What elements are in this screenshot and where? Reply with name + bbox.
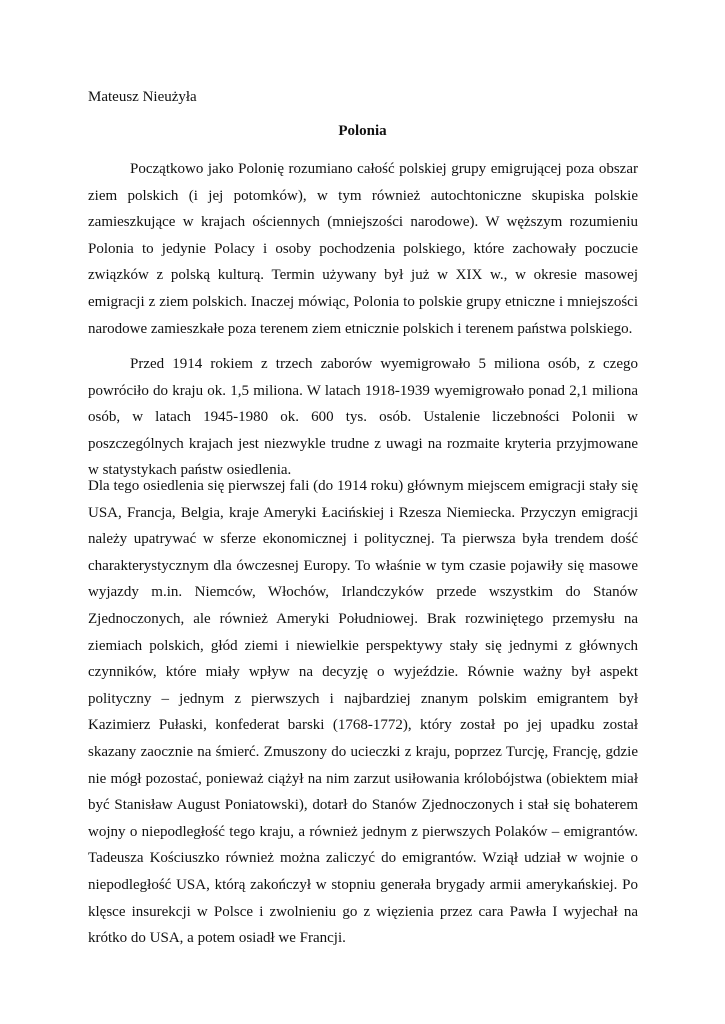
document-title-text: Polonia — [338, 123, 387, 139]
paragraph-2: Przed 1914 rokiem z trzech zaborów wyemigrowało 5 miliona osób, z czego powróciło do kraju ok. 1,5 miliona. W latach 1918-1939 wyemigrowało ponad 2,1 miliona osób, w latach 1945-1980 ok. 600 tys. osób. Ustalenie liczebności Polonii w poszczególnych krajach jest niezwykle trudne z uwagi na rozmaite kryteria przyjmowane w statystykach państw osiedlenia. — [88, 356, 638, 479]
author-name: Mateusz Nieużyła — [88, 89, 197, 105]
document-title — [0, 121, 725, 141]
paragraph-1: Początkowo jako Polonię rozumiano całość polskiej grupy emigrującej poza obszar ziem polskich (i jej potomków), w tym również autochtoniczne skupiska polskie zamieszkujące w krajach ościennych (mniejszości narodowe). W węższym rozumieniu Polonia to jedynie Polacy i osoby pochodzenia polskiego, które zachowały poczucie związków z polską kulturą. Termin używany był już w XIX w., w okresie masowej emigracji z ziem polskich. Inaczej mówiąc, Polonia to polskie grupy etniczne i mniejszości narodowe zamieszkałe poza terenem ziem etnicznie polskich i terenem państwa polskiego. — [88, 161, 638, 337]
paragraph-3: Dla tego osiedlenia się pierwszej fali (do 1914 roku) głównym miejscem emigracji stały się USA, Francja, Belgia, kraje Ameryki Łacińskiej i Rzesza Niemiecka. Przyczyn emigracji należy upatrywać w sferze ekonomicznej i politycznej. Ta pierwsza była trendem dość charakterystycznym dla ówczesnej Europy. To właśnie w tym czasie pojawiły się masowe wyjazdy m.in. Niemców, Włochów, Irlandczyków przede wszystkim do Stanów Zjednoczonych, ale również Ameryki Południowej. Brak rozwiniętego przemysłu na ziemiach polskich, głód ziemi i niewielkie perspektywy stały się jednymi z głównych czynników, które miały wpływ na decyzję o wyjeździe. Równie ważny był aspekt polityczny – jednym z pierwszych i najbardziej znanym polskim emigrantem był Kazimierz Pułaski, konfederat barski (1768-1772), który został po jej upadku został skazany zaocznie na śmierć. Zmuszony do ucieczki z kraju, poprzez Turcję, Francję, gdzie nie mógł pozostać, ponieważ ciążył na nim zarzut usiłowania królobójstwa (obiektem miał być Stanisław August Poniatowski), dotarł do Stanów Zjednoczonych i stał się bohaterem wojny o niepodległość tego kraju, a również jednym z pierwszych Polaków – emigrantów. Tadeusza Kościuszko również można zaliczyć do emigrantów. Wziął udział w wojnie o niepodległość USA, którą zakończył w stopniu generała brygady armii amerykańskiej. Po klęsce insurekcji w Polsce i zwolnieniu go z więzienia przez cara Pawła I wyjechał na krótko do USA, a potem osiadł we Francji. — [88, 478, 638, 947]
